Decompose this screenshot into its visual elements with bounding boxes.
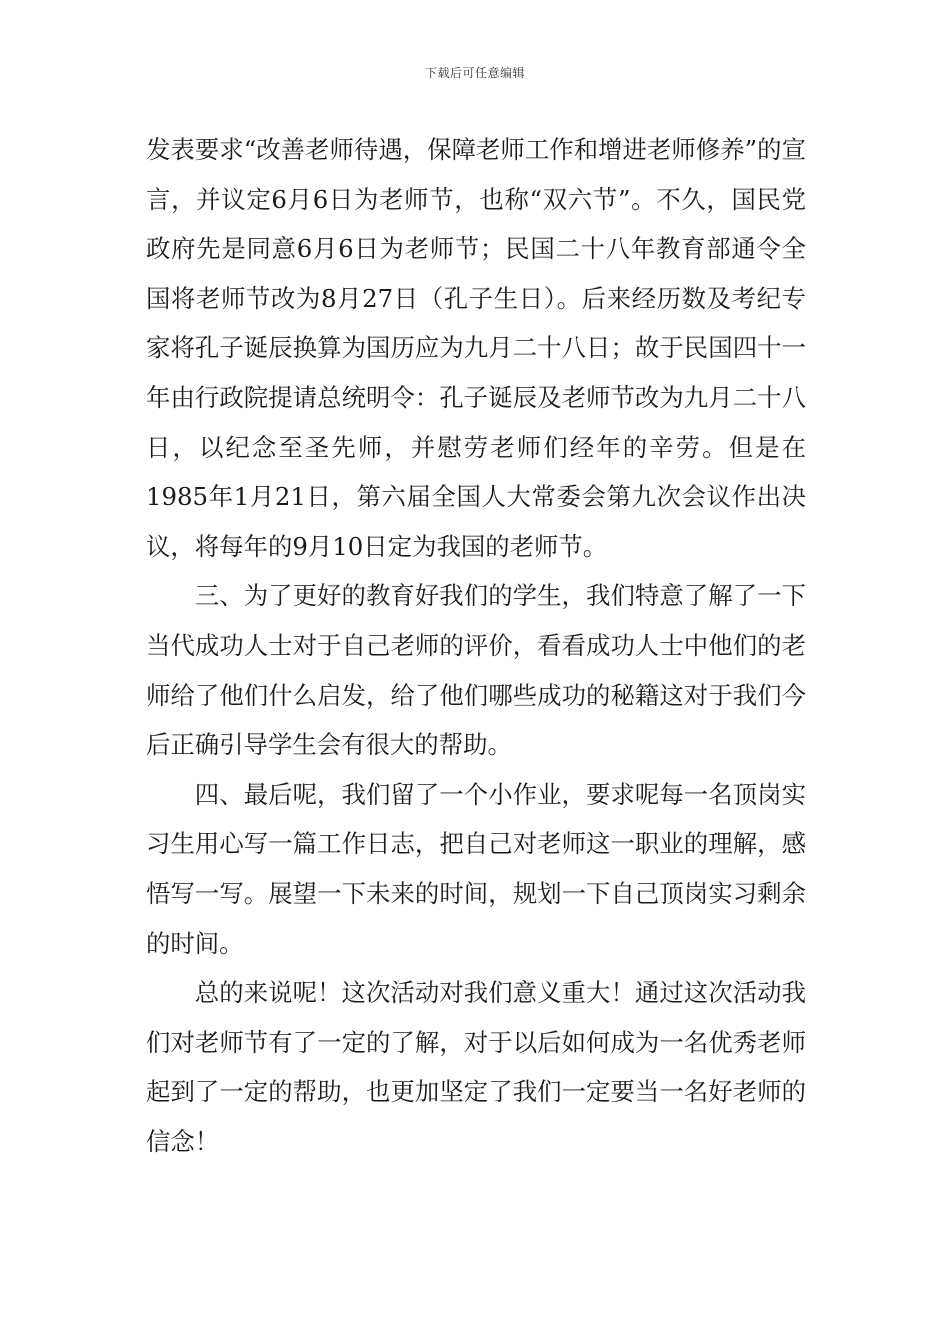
page-header-note: 下载后可任意编辑 [424, 66, 525, 80]
paragraph-summary: 总的来说呢！这次活动对我们意义重大！通过这次活动我们对老师节有了一定的了解，对于以后如何成为一名优秀老师起到了一定的帮助，也更加坚定了我们一定要当一名好老师的信念！ [146, 978, 806, 1156]
paragraph-continuation: 发表要求“改善老师待遇，保障老师工作和增进老师修养”的宣言，并议定6月6日为老师节，也称“双六节”。不久，国民党政府先是同意6月6日为老师节；民国二十八年教育部通令全国将老师节改为8月27日（孔子生日）。后来经历数及考纪专家将孔子诞辰换算为国历应为九月二十八日；故于民国四十一年由行政院提请总统明令：孔子诞辰及老师节改为九月二十八日，以纪念至圣先师，并慰劳老师们经年的辛劳。但是在1985年1月21日，第六届全国人大常委会第九次会议作出决议，将每年的9月10日定为我国的老师节。 [146, 135, 806, 561]
document-body [146, 125, 806, 1166]
paragraph-section-3: 三、为了更好的教育好我们的学生，我们特意了解了一下当代成功人士对于自己老师的评价，看看成功人士中他们的老师给了他们什么启发，给了他们哪些成功的秘籍这对于我们今后正确引导学生会有很大的帮助。 [146, 581, 806, 760]
paragraph-section-4: 四、最后呢，我们留了一个小作业，要求呢每一名顶岗实习生用心写一篇工作日志，把自己对老师这一职业的理解，感悟写一写。展望一下未来的时间，规划一下自己顶岗实习剩余的时间。 [146, 779, 806, 958]
